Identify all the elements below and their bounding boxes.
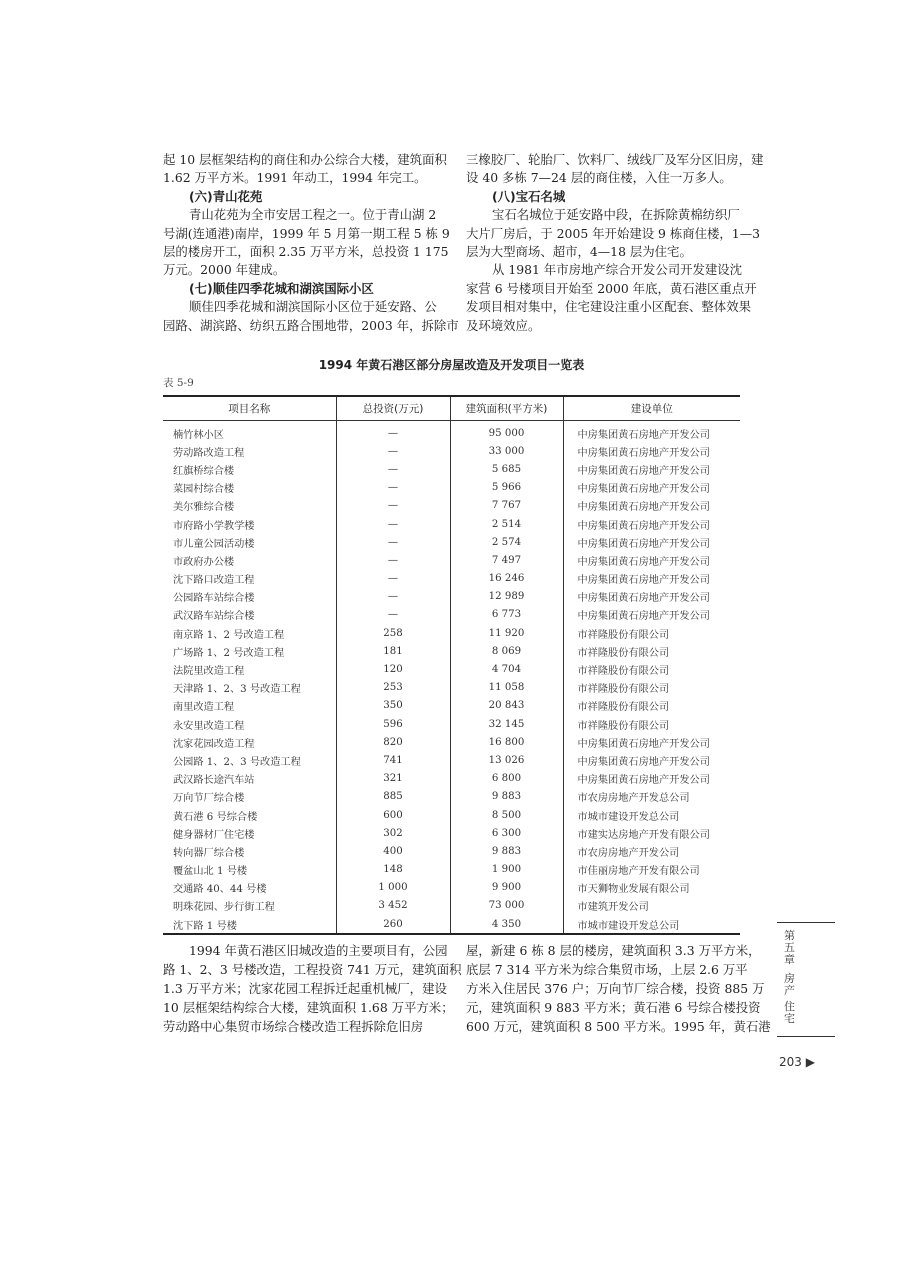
cell-builder: 中房集团黄石房地产开发公司 [563, 733, 740, 751]
cell-area: 33 000 [450, 442, 563, 460]
table-row [163, 770, 740, 788]
cell-area: 9 883 [450, 842, 563, 860]
cell-builder: 市天狮物业发展有限公司 [563, 879, 740, 897]
cell-area: 16 800 [450, 733, 563, 751]
table-row [163, 551, 740, 569]
cell-area: 2 514 [450, 515, 563, 533]
text-line: 万元。2000 年建成。 [163, 262, 286, 278]
text-line: 屋，新建 6 栋 8 层的楼房，建筑面积 3.3 万平方米， [466, 943, 761, 958]
cell-area: 2 574 [450, 533, 563, 551]
cell-builder: 中房集团黄石房地产开发公司 [563, 497, 740, 515]
table-row [163, 824, 740, 842]
table-row [163, 588, 740, 606]
cell-area: 73 000 [450, 897, 563, 915]
table-row [163, 679, 740, 697]
cell-project-name: 菜园村综合楼 [173, 484, 235, 496]
cell-builder: 市佳丽房地产开发有限公司 [563, 861, 740, 879]
cell-builder: 市建实达房地产开发有限公司 [563, 824, 740, 842]
cell-area: 32 145 [450, 715, 563, 733]
cell-project-name: 法院里改造工程 [173, 666, 245, 678]
text-line: 10 层框架结构综合大楼，建筑面积 1.68 万平方米； [163, 1000, 454, 1015]
table-row [163, 442, 740, 460]
text-line: 劳动路中心集贸市场综合楼改造工程拆除危旧房 [163, 1019, 424, 1034]
table-number: 表 5-9 [163, 377, 194, 389]
cell-area: 6 773 [450, 606, 563, 624]
cell-builder: 市城市建设开发总公司 [563, 915, 740, 934]
cell-builder: 中房集团黄石房地产开发公司 [563, 460, 740, 478]
cell-builder: 市农房房地产开发总公司 [563, 788, 740, 806]
chapter-label: 第五章 [784, 929, 795, 966]
cell-project-name: 交通路 40、44 号楼 [173, 884, 267, 896]
cell-area: 11 920 [450, 624, 563, 642]
cell-project-name: 沈下路 1 号楼 [173, 920, 237, 932]
cell-project-name: 公园路车站综合楼 [173, 593, 255, 605]
section-heading-7: (七)顺佳四季花城和湖滨国际小区 [189, 280, 374, 296]
section-heading-6: (六)青山花苑 [189, 188, 263, 204]
table-row [163, 915, 740, 934]
table-row [163, 460, 740, 478]
cell-builder: 中房集团黄石房地产开发公司 [563, 770, 740, 788]
cell-project-name: 武汉路长途汽车站 [173, 775, 255, 787]
cell-project-name: 公园路 1、2、3 号改造工程 [173, 756, 301, 768]
cell-builder: 市建筑开发公司 [563, 897, 740, 915]
cell-area: 20 843 [450, 697, 563, 715]
table-row [163, 479, 740, 497]
cell-project-name: 转向器厂综合楼 [173, 847, 245, 859]
cell-project-name: 楠竹林小区 [173, 429, 224, 441]
cell-project-name: 武汉路车站综合楼 [173, 611, 255, 623]
cell-area: 6 300 [450, 824, 563, 842]
cell-investment: 253 [336, 679, 450, 697]
cell-investment: — [336, 606, 450, 624]
cell-project-name: 劳动路改造工程 [173, 447, 245, 459]
cell-project-name: 健身器材厂住宅楼 [173, 829, 255, 841]
text-line: 1.62 万平方米。1991 年动工，1994 年完工。 [163, 170, 427, 186]
cell-project-name: 美尔雅综合楼 [173, 502, 235, 514]
cell-area: 5 685 [450, 460, 563, 478]
text-line: 号湖(连通港)南岸，1999 年 5 月第一期工程 5 栋 9 [163, 225, 450, 241]
cell-investment: — [336, 497, 450, 515]
table-header-row [163, 396, 740, 421]
table-row [163, 570, 740, 588]
table-row [163, 697, 740, 715]
cell-area: 8 500 [450, 806, 563, 824]
text-line: 元，建筑面积 9 883 平方米；黄石港 6 号综合楼投资 [466, 1000, 761, 1015]
header-project-name: 项目名称 [163, 396, 336, 421]
cell-area: 7 767 [450, 497, 563, 515]
page-number: 203 ▶ [779, 1055, 815, 1069]
text-line: 路 1、2、3 号楼改造，工程投资 741 万元，建筑面积 [163, 962, 462, 977]
cell-investment: — [336, 479, 450, 497]
cell-builder: 市祥隆股份有限公司 [563, 642, 740, 660]
text-line: 方米入住居民 376 户；万向节厂综合楼，投资 885 万 [466, 981, 765, 996]
cell-builder: 中房集团黄石房地产开发公司 [563, 515, 740, 533]
table-row [163, 624, 740, 642]
cell-builder: 中房集团黄石房地产开发公司 [563, 533, 740, 551]
table-row [163, 861, 740, 879]
text-line: 宝石名城位于延安路中段，在拆除黄棉纺织厂 [492, 207, 740, 223]
table-row [163, 515, 740, 533]
text-line: 底层 7 314 平方米为综合集贸市场，上层 2.6 万平 [466, 962, 748, 977]
cell-area: 6 800 [450, 770, 563, 788]
cell-area: 16 246 [450, 570, 563, 588]
cell-builder: 市祥隆股份有限公司 [563, 715, 740, 733]
table-title: 1994 年黄石港区部分房屋改造及开发项目一览表 [318, 358, 585, 372]
cell-builder: 市祥隆股份有限公司 [563, 624, 740, 642]
cell-investment: — [336, 570, 450, 588]
cell-investment: 120 [336, 660, 450, 678]
cell-investment: 1 000 [336, 879, 450, 897]
cell-area: 13 026 [450, 751, 563, 769]
cell-investment: 885 [336, 788, 450, 806]
cell-project-name: 天津路 1、2、3 号改造工程 [173, 684, 301, 696]
cell-project-name: 市政府办公楼 [173, 556, 235, 568]
cell-project-name: 明珠花园、步行街工程 [173, 902, 275, 914]
table-row [163, 421, 740, 443]
cell-area: 95 000 [450, 421, 563, 443]
text-line: 顺佳四季花城和湖滨国际小区位于延安路、公 [189, 299, 437, 315]
cell-area: 5 966 [450, 479, 563, 497]
bottom-right-column [466, 941, 771, 1036]
header-area: 建筑面积(平方米) [450, 396, 563, 421]
cell-builder: 市农房房地产开发公司 [563, 842, 740, 860]
cell-investment: 258 [336, 624, 450, 642]
cell-area: 4 704 [450, 660, 563, 678]
cell-area: 4 350 [450, 915, 563, 934]
cell-investment: 350 [336, 697, 450, 715]
cell-builder: 市祥隆股份有限公司 [563, 660, 740, 678]
text-line: 600 万元，建筑面积 8 500 平方米。1995 年，黄石港 [466, 1019, 771, 1034]
table-row [163, 606, 740, 624]
text-line: 1994 年黄石港区旧城改造的主要项目有，公园 [189, 943, 448, 958]
table-row [163, 642, 740, 660]
cell-investment: 302 [336, 824, 450, 842]
cell-project-name: 沈下路口改造工程 [173, 575, 255, 587]
top-left-column [163, 151, 459, 335]
cell-project-name: 覆盆山北 1 号楼 [173, 866, 248, 878]
text-line: 三橡胶厂、轮胎厂、饮料厂、绒线厂及军分区旧房，建 [466, 152, 764, 167]
cell-builder: 市祥隆股份有限公司 [563, 697, 740, 715]
table-row [163, 533, 740, 551]
text-line: 大片厂房后，于 2005 年开始建设 9 栋商住楼，1—3 [466, 225, 760, 241]
table-row [163, 751, 740, 769]
cell-builder: 中房集团黄石房地产开发公司 [563, 479, 740, 497]
section-heading-8: (八)宝石名城 [492, 188, 566, 204]
table-row [163, 806, 740, 824]
text-line: 青山花苑为全市安居工程之一。位于青山湖 2 [189, 207, 437, 223]
bottom-left-column [163, 941, 462, 1036]
cell-builder: 中房集团黄石房地产开发公司 [563, 421, 740, 443]
cell-area: 1 900 [450, 861, 563, 879]
text-line: 家营 6 号楼项目开始至 2000 年底，黄石港区重点开 [466, 280, 757, 296]
table-row [163, 660, 740, 678]
top-right-column [466, 151, 764, 335]
cell-project-name: 广场路 1、2 号改造工程 [173, 647, 285, 659]
cell-investment: — [336, 533, 450, 551]
cell-investment: — [336, 460, 450, 478]
cell-investment: — [336, 421, 450, 443]
cell-investment: 741 [336, 751, 450, 769]
cell-builder: 中房集团黄石房地产开发公司 [563, 442, 740, 460]
cell-builder: 市城市建设开发总公司 [563, 806, 740, 824]
cell-project-name: 南京路 1、2 号改造工程 [173, 629, 285, 641]
cell-area: 8 069 [450, 642, 563, 660]
cell-investment: — [336, 551, 450, 569]
text-line: 设 40 多栋 7—24 层的商住楼，入住一万多人。 [466, 170, 732, 186]
table-row [163, 715, 740, 733]
cell-investment: 148 [336, 861, 450, 879]
cell-investment: 400 [336, 842, 450, 860]
cell-area: 11 058 [450, 679, 563, 697]
cell-investment: 820 [336, 733, 450, 751]
cell-investment: 260 [336, 915, 450, 934]
cell-builder: 中房集团黄石房地产开发公司 [563, 570, 740, 588]
table-row [163, 733, 740, 751]
text-line: 层为大型商场、超市，4—18 层为住宅。 [466, 243, 692, 259]
table-row [163, 897, 740, 915]
text-line: 从 1981 年市房地产综合开发公司开发建设沈 [492, 262, 743, 278]
table-row [163, 788, 740, 806]
cell-project-name: 市儿童公园活动楼 [173, 538, 255, 550]
cell-project-name: 市府路小学教学楼 [173, 520, 255, 532]
cell-investment: — [336, 588, 450, 606]
cell-investment: 596 [336, 715, 450, 733]
cell-investment: 600 [336, 806, 450, 824]
cell-builder: 中房集团黄石房地产开发公司 [563, 751, 740, 769]
cell-project-name: 万向节厂综合楼 [173, 793, 245, 805]
cell-area: 12 989 [450, 588, 563, 606]
cell-area: 9 900 [450, 879, 563, 897]
table-row [163, 879, 740, 897]
cell-builder: 市祥隆股份有限公司 [563, 679, 740, 697]
cell-investment: — [336, 515, 450, 533]
text-line: 层的楼房开工，面积 2.35 万平方米，总投资 1 175 [163, 243, 449, 259]
text-line: 园路、湖滨路、纺织五路合围地带，2003 年，拆除市 [163, 317, 459, 333]
text-line: 发项目相对集中，住宅建设注重小区配套、整体效果 [466, 299, 751, 315]
cell-investment: 3 452 [336, 897, 450, 915]
table-row [163, 842, 740, 860]
header-builder: 建设单位 [563, 396, 740, 421]
cell-investment: 321 [336, 770, 450, 788]
cell-builder: 中房集团黄石房地产开发公司 [563, 588, 740, 606]
cell-builder: 中房集团黄石房地产开发公司 [563, 551, 740, 569]
header-investment: 总投资(万元) [336, 396, 450, 421]
cell-investment: — [336, 442, 450, 460]
cell-area: 7 497 [450, 551, 563, 569]
table-row [163, 497, 740, 515]
cell-project-name: 黄石港 6 号综合楼 [173, 811, 258, 823]
cell-builder: 中房集团黄石房地产开发公司 [563, 606, 740, 624]
cell-project-name: 红旗桥综合楼 [173, 465, 235, 477]
cell-project-name: 南里改造工程 [173, 702, 235, 714]
text-line: 起 10 层框架结构的商住和办公综合大楼，建筑面积 [163, 152, 447, 167]
chapter-side-tab [777, 922, 835, 1037]
text-line: 1.3 万平方米；沈家花园工程拆迁起重机械厂，建设 [163, 981, 447, 996]
section-label-2: 住宅 [784, 1000, 795, 1025]
cell-area: 9 883 [450, 788, 563, 806]
cell-project-name: 沈家花园改造工程 [173, 738, 255, 750]
text-line: 及环境效应。 [466, 317, 541, 333]
cell-project-name: 永安里改造工程 [173, 720, 245, 732]
cell-investment: 181 [336, 642, 450, 660]
projects-table [163, 395, 740, 935]
section-label-1: 房产 [784, 972, 795, 997]
